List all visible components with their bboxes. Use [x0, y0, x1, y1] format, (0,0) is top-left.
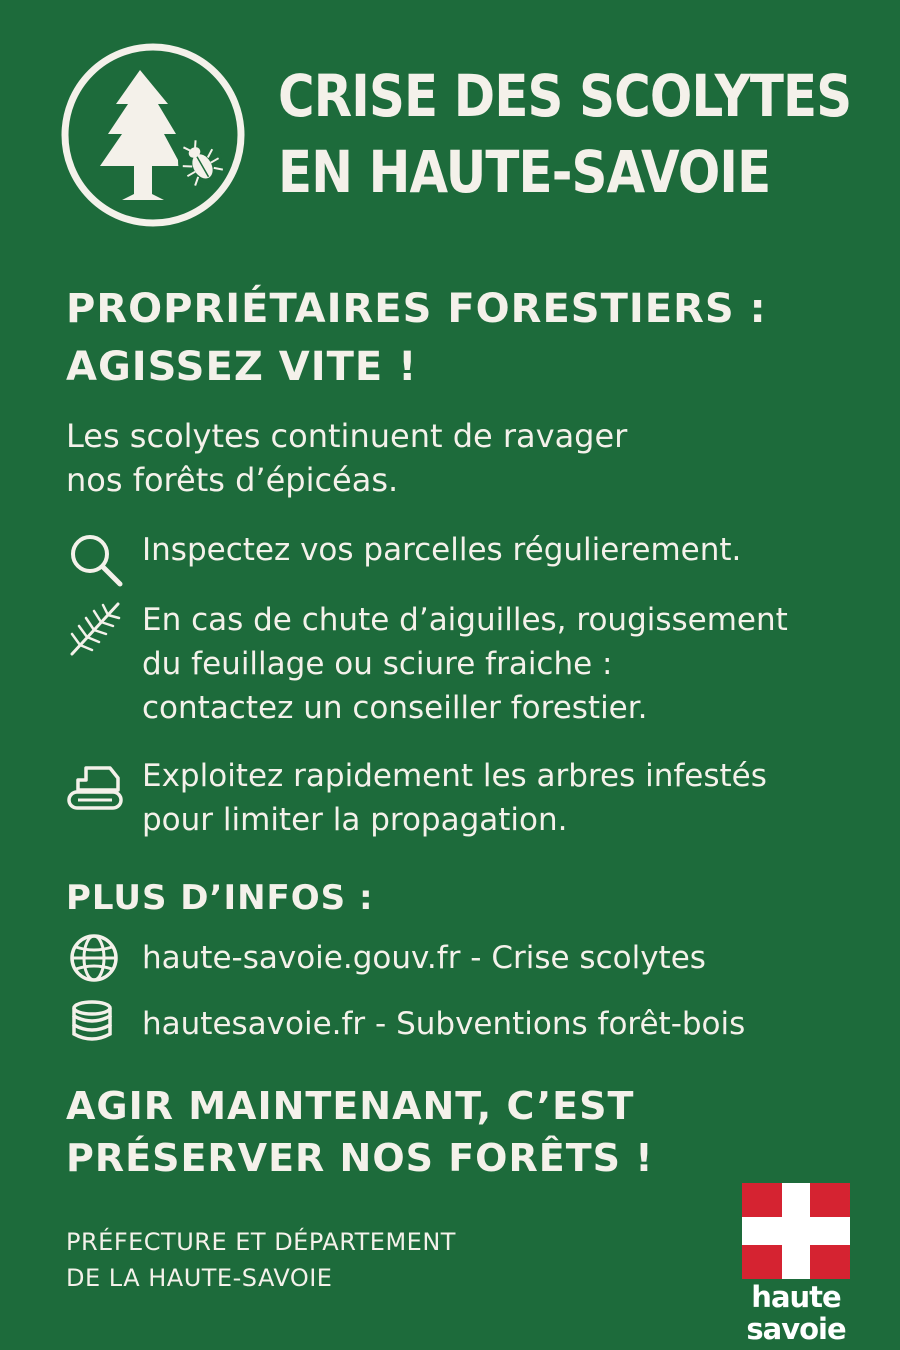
footer-line-1: PRÉFECTURE ET DÉPARTEMENT	[66, 1228, 456, 1256]
haute-savoie-logo	[742, 1183, 850, 1346]
bullet-symptoms	[66, 598, 866, 730]
globe-icon	[66, 930, 122, 986]
cta-line-1: AGIR MAINTENANT, C’EST	[66, 1084, 635, 1128]
footer-issuer	[66, 1224, 586, 1296]
link-gouv[interactable]	[66, 930, 866, 986]
logo-word-1: haute	[751, 1280, 841, 1314]
intro-line-2: nos forêts d’épicéas.	[66, 461, 399, 499]
forestry-machine-icon	[66, 754, 126, 814]
cta-line-2: PRÉSERVER NOS FORÊTS !	[66, 1136, 654, 1180]
link-gouv-text[interactable]: haute-savoie.gouv.fr - Crise scolytes	[142, 940, 706, 976]
headline-line-1: PROPRIÉTAIRES FORESTIERS :	[66, 286, 767, 332]
title-line-1: CRISE DES SCOLYTES	[278, 62, 852, 130]
bullet-symptoms-line-3: contactez un conseiller forestier.	[142, 690, 648, 726]
logo-word-2: savoie	[746, 1312, 846, 1346]
more-info-title: PLUS D’INFOS :	[66, 878, 374, 918]
intro-line-1: Les scolytes continuent de ravager	[66, 417, 628, 455]
title-line-2: EN HAUTE-SAVOIE	[278, 138, 771, 206]
headline	[66, 280, 866, 396]
bullet-inspect-line-1: Inspectez vos parcelles régulierement.	[142, 532, 742, 568]
fir-branch-icon	[66, 598, 126, 658]
bullet-harvest	[66, 754, 866, 842]
tree-with-beetle-icon	[60, 42, 246, 228]
coins-icon	[66, 996, 122, 1052]
bullet-symptoms-line-1: En cas de chute d’aiguilles, rougissement	[142, 602, 788, 638]
headline-line-2: AGISSEZ VITE !	[66, 344, 418, 390]
link-subventions-text[interactable]: hautesavoie.fr - Subventions forêt-bois	[142, 1006, 746, 1042]
intro-text	[66, 414, 846, 502]
link-subventions[interactable]	[66, 996, 866, 1052]
page-title	[278, 58, 852, 210]
bullet-harvest-line-1: Exploitez rapidement les arbres infestés	[142, 758, 767, 794]
magnifier-icon	[66, 528, 126, 588]
bullet-harvest-line-2: pour limiter la propagation.	[142, 802, 568, 838]
bullet-symptoms-line-2: du feuillage ou sciure fraiche :	[142, 646, 613, 682]
savoie-flag-icon	[742, 1183, 850, 1279]
bullet-inspect	[66, 528, 866, 588]
call-to-action	[66, 1080, 766, 1184]
footer-line-2: DE LA HAUTE-SAVOIE	[66, 1264, 333, 1292]
